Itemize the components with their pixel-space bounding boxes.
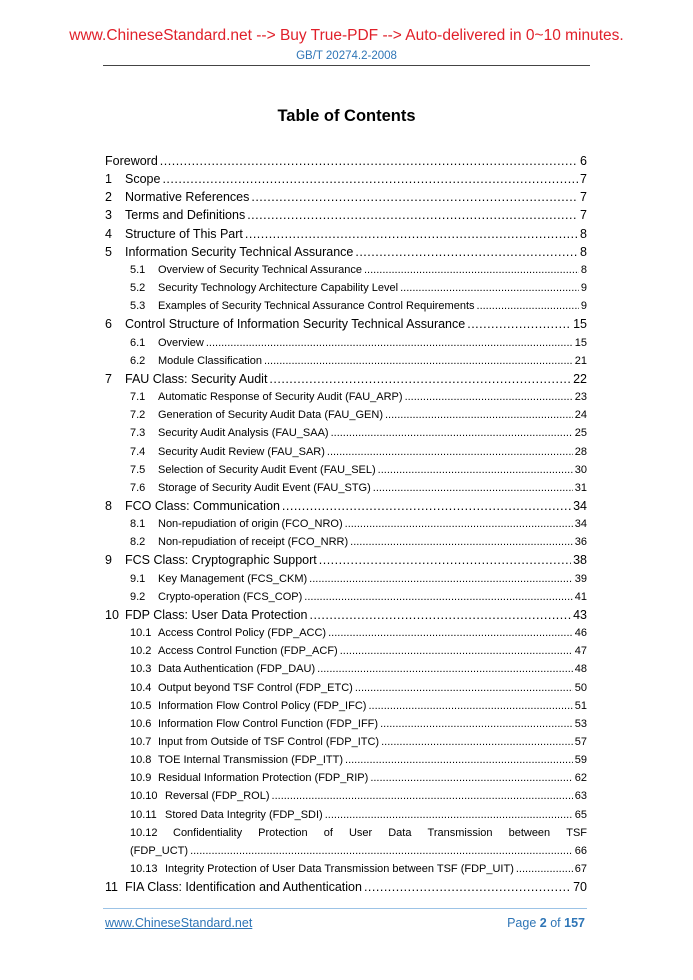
toc-entry-number: 10.8	[130, 754, 152, 767]
toc-entry-title-cont: (FDP_UCT)	[130, 844, 189, 857]
toc-entry[interactable]	[105, 787, 587, 805]
toc-entry-page: 8	[580, 263, 587, 276]
toc-leader-dots	[385, 406, 573, 424]
toc-entry[interactable]	[105, 751, 587, 769]
toc-entry-page: 25	[574, 427, 587, 440]
toc-entry-page: 8	[580, 244, 587, 259]
toc-entry-title: FDP Class: User Data Protection	[125, 607, 308, 622]
toc-entry-title: FCS Class: Cryptographic Support	[125, 553, 317, 568]
toc-entry-page: 57	[574, 736, 587, 748]
toc-entry-number: 6.2	[130, 354, 146, 367]
toc-entry-number: 1	[105, 172, 112, 187]
toc-entry-page: 9	[580, 300, 587, 313]
toc-entry-number: 10.13	[130, 863, 158, 876]
toc-entry[interactable]	[105, 479, 587, 497]
toc-entry-number: 11	[105, 880, 118, 895]
footer-website-link[interactable]: www.ChineseStandard.net	[105, 916, 253, 930]
toc-title-word: between	[508, 826, 551, 839]
toc-entry-title: Data Authentication (FDP_DAU)	[158, 663, 316, 676]
promo-banner[interactable]: www.ChineseStandard.net --> Buy True-PDF --> Auto-delivered in 0~10 minutes.	[69, 27, 624, 44]
toc-entry[interactable]	[105, 806, 587, 824]
toc-entry-title: Integrity Protection of User Data Transmission between TSF (FDP_UIT)	[165, 863, 514, 876]
toc-entry-title: Information Flow Control Function (FDP_IFF)	[158, 717, 379, 730]
toc-entry-title: Access Control Policy (FDP_ACC)	[158, 627, 327, 640]
toc-leader-dots	[373, 479, 573, 497]
header-divider	[103, 65, 590, 66]
toc-leader-dots	[400, 279, 579, 297]
toc-entry-page: 34	[573, 498, 587, 513]
toc-entry-page: 21	[574, 354, 587, 367]
toc-entry-title: Terms and Definitions	[125, 208, 246, 223]
page-total: 157	[564, 916, 585, 930]
toc-entry-page: 51	[574, 699, 587, 712]
toc-leader-dots	[309, 606, 571, 624]
toc-entry-title: Key Management (FCS_CKM)	[158, 572, 308, 585]
toc-title-word: TSF	[566, 826, 587, 839]
toc-entry[interactable]	[105, 588, 587, 606]
toc-title-word: Data	[388, 826, 412, 839]
toc-leader-dots	[264, 352, 573, 370]
toc-leader-dots	[370, 769, 572, 787]
toc-entry-page: 50	[574, 681, 587, 694]
toc-entry-page: 62	[574, 772, 587, 785]
toc-entry-number: 7	[105, 371, 112, 386]
page-of: of	[550, 916, 561, 930]
toc-leader-dots	[516, 860, 573, 878]
toc-entry-page: 63	[574, 790, 587, 803]
toc-entry-title: Non-repudiation of receipt (FCO_NRR)	[158, 536, 349, 549]
toc-entry[interactable]	[105, 660, 587, 678]
toc-entry[interactable]	[105, 352, 587, 370]
toc-entry-title: Reversal (FDP_ROL)	[165, 790, 270, 803]
toc-leader-dots	[245, 225, 578, 243]
toc-entry-number: 10.12	[130, 826, 158, 839]
toc-entry-page: 34	[574, 518, 587, 531]
toc-entry-page: 30	[574, 463, 587, 476]
toc-entry-number: 10.6	[130, 717, 152, 730]
toc-entry-title: Information Flow Control Policy (FDP_IFC)	[158, 699, 367, 712]
page-prefix: Page	[507, 916, 537, 930]
toc-leader-dots	[477, 297, 579, 315]
toc-entry-title: TOE Internal Transmission (FDP_ITT)	[158, 754, 344, 767]
toc-entry-number: 9	[105, 553, 112, 568]
toc-entry-title: Foreword	[105, 154, 158, 168]
toc-entry-number: 10.2	[130, 645, 152, 658]
toc-entry[interactable]	[105, 424, 587, 442]
toc-leader-dots	[309, 570, 573, 588]
toc-entry[interactable]	[105, 679, 587, 697]
toc-entry-number: 5.1	[130, 263, 146, 276]
toc-entry-page: 39	[574, 572, 587, 585]
toc-entry-page: 70	[573, 880, 587, 895]
toc-leader-dots	[319, 551, 571, 569]
toc-entry-number: 10.4	[130, 681, 152, 694]
toc-entry-number: 6.1	[130, 336, 146, 349]
toc-entry-number: 7.4	[130, 445, 146, 458]
toc-entry-title: Control Structure of Information Security Technical Assurance	[125, 317, 466, 332]
toc-entry-page: 7	[580, 190, 587, 205]
toc-entry[interactable]	[105, 769, 587, 787]
toc-entry-page: 65	[574, 808, 587, 821]
toc-entry[interactable]	[105, 279, 587, 297]
toc-leader-dots	[190, 842, 573, 860]
toc-entry-title: Overview	[158, 336, 204, 349]
toc-title-word: Confidentiality	[173, 826, 243, 839]
toc-entry-number: 6	[105, 317, 112, 332]
toc-leader-dots	[327, 443, 573, 461]
toc-entry-page: 43	[573, 607, 587, 622]
toc-entry-number: 10.1	[130, 627, 152, 640]
toc-entry[interactable]	[105, 733, 587, 751]
toc-leader-dots	[328, 624, 573, 642]
toc-leader-dots	[364, 878, 571, 896]
toc-leader-dots	[381, 733, 573, 751]
toc-entry[interactable]	[105, 715, 587, 733]
toc-entry-page: 15	[573, 317, 587, 332]
toc-entry-title: Residual Information Protection (FDP_RIP)	[158, 772, 369, 785]
toc-title-word: of	[323, 826, 333, 839]
toc-leader-dots	[355, 679, 573, 697]
toc-leader-dots	[345, 515, 573, 533]
toc-entry-title: Structure of This Part	[125, 226, 243, 241]
toc-entry-number: 7.3	[130, 427, 146, 440]
toc-leader-dots	[160, 152, 578, 170]
toc-title-word: Transmission	[427, 826, 493, 839]
toc-entry-number: 8.1	[130, 518, 146, 531]
toc-entry-number: 3	[105, 208, 112, 223]
toc-leader-dots	[467, 315, 571, 333]
toc-entry[interactable]	[105, 570, 587, 588]
toc-entry[interactable]	[105, 243, 587, 261]
toc-entry-number: 5.3	[130, 300, 146, 313]
toc-entry[interactable]	[105, 188, 587, 206]
toc-entry-title: FAU Class: Security Audit	[125, 371, 268, 386]
toc-entry-title: Output beyond TSF Control (FDP_ETC)	[158, 681, 353, 694]
toc-leader-dots	[247, 206, 578, 224]
toc-entry[interactable]	[105, 551, 587, 569]
toc-entry-title: Module Classification	[158, 354, 262, 367]
toc-leader-dots	[350, 533, 573, 551]
toc-leader-dots	[269, 370, 571, 388]
toc-entry-number: 10.11	[130, 808, 157, 821]
toc-entry-title	[165, 824, 587, 842]
toc-entry-page: 23	[574, 391, 587, 404]
toc-leader-dots	[405, 388, 573, 406]
toc-entry[interactable]	[105, 824, 587, 842]
toc-entry-page: 7	[580, 172, 587, 187]
toc-entry[interactable]	[105, 860, 587, 878]
toc-entry-title: Automatic Response of Security Audit (FAU_ARP)	[158, 391, 403, 404]
toc-entry-number: 10.9	[130, 772, 152, 785]
toc-leader-dots	[282, 497, 571, 515]
toc-entry-title: Storage of Security Audit Event (FAU_STG)	[158, 481, 371, 494]
toc-entry-page: 6	[580, 154, 587, 168]
toc-entry-number: 9.2	[130, 590, 146, 603]
toc-entry-number: 10.5	[130, 699, 152, 712]
toc-entry-title: Examples of Security Technical Assurance Control Requirements	[158, 300, 475, 313]
toc-entry-title: Generation of Security Audit Data (FAU_GEN)	[158, 409, 383, 422]
toc-leader-dots	[304, 588, 572, 606]
standard-code: GB/T 20274.2-2008	[296, 50, 397, 62]
toc-entry[interactable]	[105, 261, 587, 279]
toc-entry-title: Access Control Function (FDP_ACF)	[158, 645, 338, 658]
toc-entry[interactable]	[105, 515, 587, 533]
toc-entry-number: 5	[105, 244, 112, 259]
toc-entry-title: Overview of Security Technical Assurance	[158, 263, 362, 276]
toc-entry[interactable]	[105, 152, 587, 170]
toc-entry-page: 31	[574, 481, 587, 494]
toc-entry-title: Normative References	[125, 190, 250, 205]
toc-entry-number: 7.2	[130, 409, 146, 422]
toc-leader-dots	[340, 642, 573, 660]
toc-leader-dots	[272, 787, 573, 805]
toc-leader-dots	[380, 715, 573, 733]
toc-entry-page: 67	[574, 863, 587, 876]
toc-entry-page: 59	[574, 754, 587, 767]
toc-entry[interactable]	[105, 497, 587, 515]
toc-entry[interactable]	[105, 642, 587, 660]
toc-entry-title: Selection of Security Audit Event (FAU_SEL)	[158, 463, 376, 476]
toc-entry[interactable]	[105, 206, 587, 224]
toc-entry[interactable]	[105, 297, 587, 315]
toc-entry-title: Input from Outside of TSF Control (FDP_ITC)	[158, 736, 380, 748]
toc-entry-title: Crypto-operation (FCS_COP)	[158, 590, 303, 603]
toc-leader-dots	[251, 188, 578, 206]
page-title: Table of Contents	[277, 107, 416, 125]
toc-entry-page: 41	[574, 590, 587, 603]
toc-entry[interactable]	[105, 406, 587, 424]
toc-entry-page: 53	[574, 717, 587, 730]
toc-entry-title: Security Audit Review (FAU_SAR)	[158, 445, 325, 458]
toc-leader-dots	[355, 243, 578, 261]
toc-entry[interactable]	[105, 533, 587, 551]
toc-entry-page: 15	[574, 336, 587, 349]
toc-entry-number: 10.7	[130, 736, 152, 748]
page-current: 2	[539, 916, 547, 930]
toc-entry-title: FCO Class: Communication	[125, 498, 280, 513]
toc-entry[interactable]	[105, 225, 587, 243]
toc-entry[interactable]	[105, 315, 587, 333]
table-of-contents	[105, 152, 587, 896]
toc-title-word: Protection	[258, 826, 308, 839]
toc-entry-number: 4	[105, 226, 112, 241]
toc-entry-number: 7.6	[130, 481, 146, 494]
toc-entry-number: 10.10	[130, 790, 158, 803]
toc-entry[interactable]	[105, 697, 587, 715]
toc-entry-title: Security Audit Analysis (FAU_SAA)	[158, 427, 329, 440]
toc-entry-number: 10.3	[130, 663, 152, 676]
toc-entry-continued[interactable]	[105, 842, 587, 860]
toc-entry-page: 36	[574, 536, 587, 549]
toc-entry[interactable]	[105, 461, 587, 479]
toc-leader-dots	[162, 170, 578, 188]
toc-title-word: User	[348, 826, 373, 839]
toc-leader-dots	[368, 697, 572, 715]
toc-leader-dots	[378, 461, 573, 479]
toc-entry[interactable]	[105, 624, 587, 642]
toc-entry[interactable]	[105, 606, 587, 624]
toc-entry-page: 66	[574, 844, 587, 857]
toc-entry[interactable]	[105, 170, 587, 188]
toc-entry[interactable]	[105, 370, 587, 388]
toc-entry-page: 46	[574, 627, 587, 640]
toc-entry-title: Scope	[125, 172, 161, 187]
toc-leader-dots	[325, 806, 573, 824]
toc-entry-number: 8.2	[130, 536, 146, 549]
toc-entry-number: 10	[105, 607, 119, 622]
toc-leader-dots	[364, 261, 579, 279]
toc-entry-page: 48	[574, 663, 587, 676]
toc-entry-page: 8	[580, 226, 587, 241]
toc-entry-number: 2	[105, 190, 112, 205]
toc-entry-title: Stored Data Integrity (FDP_SDI)	[165, 808, 323, 821]
toc-entry-number: 5.2	[130, 282, 146, 295]
toc-entry-number: 8	[105, 498, 112, 513]
toc-leader-dots	[317, 660, 573, 678]
toc-entry-number: 9.1	[130, 572, 146, 585]
toc-entry-number: 7.5	[130, 463, 146, 476]
toc-entry-page: 7	[580, 208, 587, 223]
toc-entry-page: 22	[573, 371, 587, 386]
toc-leader-dots	[331, 424, 573, 442]
toc-entry[interactable]	[105, 334, 587, 352]
toc-entry-page: 47	[574, 645, 587, 658]
toc-entry-page: 38	[573, 553, 587, 568]
toc-entry-page: 28	[574, 445, 587, 458]
toc-entry[interactable]	[105, 443, 587, 461]
toc-entry[interactable]	[105, 388, 587, 406]
toc-leader-dots	[206, 334, 573, 352]
toc-entry-page: 9	[580, 282, 587, 295]
toc-entry-title: Non-repudiation of origin (FCO_NRO)	[158, 518, 343, 531]
toc-entry[interactable]	[105, 878, 587, 896]
page-indicator	[507, 916, 585, 930]
footer-divider	[103, 908, 587, 909]
toc-entry-title: Information Security Technical Assurance	[125, 244, 354, 259]
toc-entry-number: 7.1	[130, 391, 146, 404]
toc-leader-dots	[345, 751, 573, 769]
toc-entry-page: 24	[574, 409, 587, 422]
toc-entry-title: FIA Class: Identification and Authentication	[125, 880, 362, 895]
toc-entry-title: Security Technology Architecture Capability Level	[158, 282, 399, 295]
